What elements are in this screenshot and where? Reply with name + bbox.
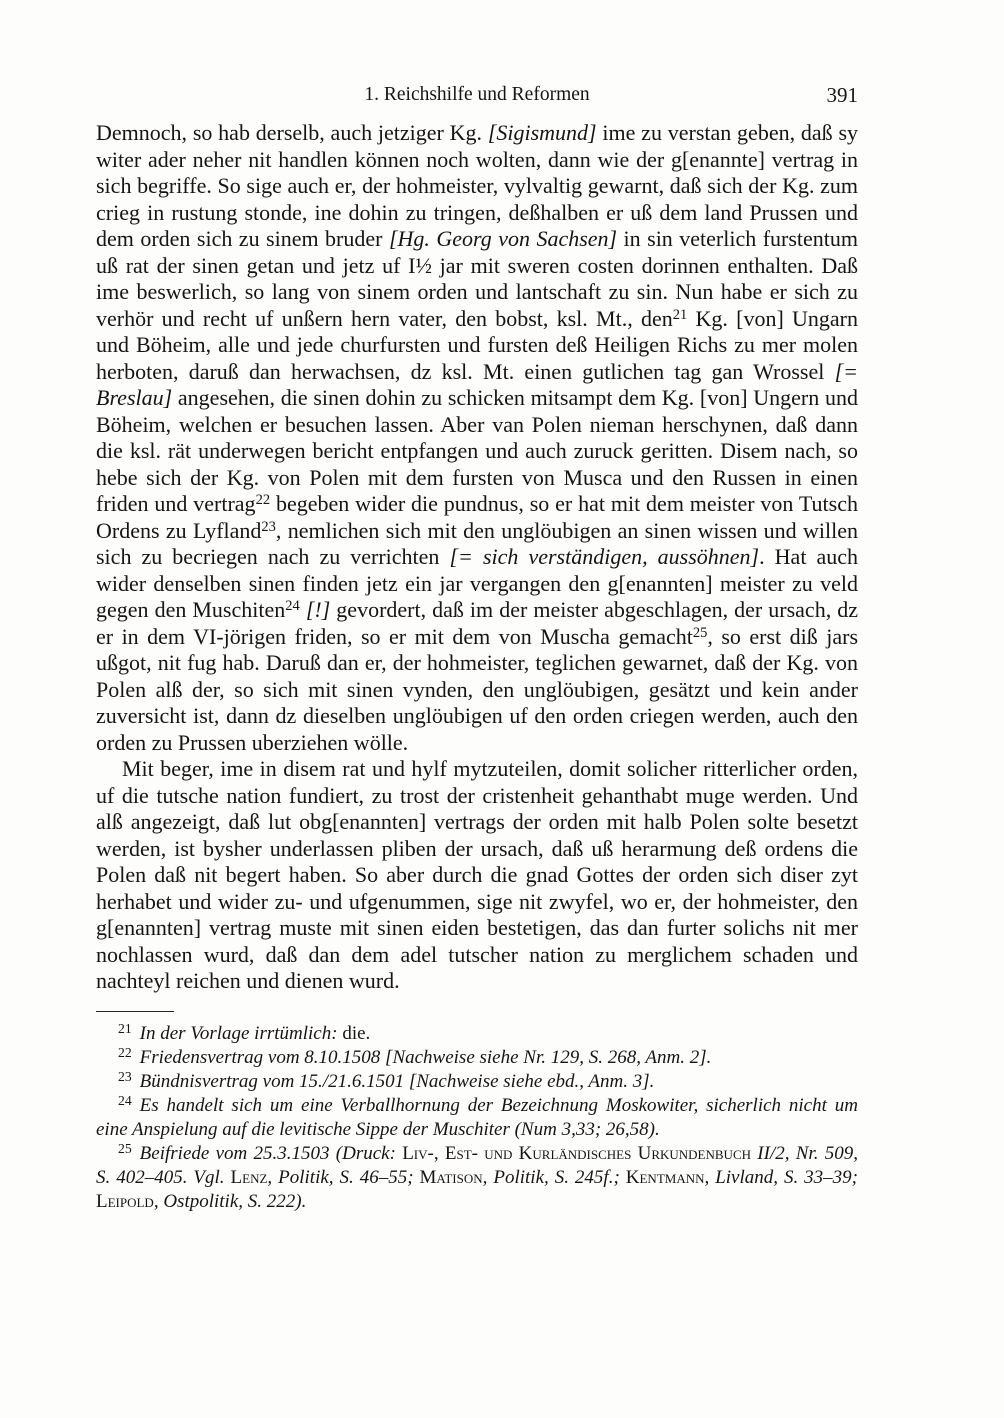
text-run: , Livland, S. 33–39; [704,1166,859,1188]
main-text-block [96,120,858,995]
footnote-ref: 24 [285,598,300,615]
footnote [96,1046,858,1070]
footnote-separator [96,1011,174,1012]
footnote-text [96,1095,858,1140]
text-run: [Hg. Georg von Sachsen] [388,226,618,251]
text-run: Liv-, Est- und Kurländisches Urkundenbuch [402,1142,752,1164]
text-run: Friedensvertrag vom 8.10.1508 [Nachweise siehe Nr. 129, S. 268, Anm. 2]. [139,1046,712,1068]
text-run: Beifriede vom 25.3.1503 (Druck: [139,1142,403,1164]
page-header [96,82,858,108]
footnote-number: 21 [118,1021,132,1037]
footnote [96,1142,858,1214]
text-run: , so erst diß jars ußgot, nit fug hab. Daruß dan er, der hohmeister, teglichen gewarnet, daß der Kg. von Polen alß der, so sich mit sinen vynden, den unglöubigen, gesätzt und kein ander zuversicht ist, dann dz dieselben unglöubigen uf den orden criegen werden, auch den orden zu Prussen uberziehen wölle. [96,623,859,755]
text-run: In der Vorlage irrtümlich: [139,1022,338,1044]
text-run: Matison [419,1166,483,1188]
text-run: II/2, Nr. 509, S. 402–405. Vgl. [96,1142,858,1188]
text-run: die. [337,1022,371,1044]
footnote-text [140,1023,371,1044]
text-run: , nemlichen sich mit den unglöubigen an sinen wissen und willen sich zu becriegen nach zu verrichten [96,517,858,569]
footnote-ref: 21 [672,306,688,323]
body-paragraph [96,756,858,995]
footnote [96,1094,858,1142]
text-run: begeben wider die pundnus, so er hat mit dem meister von Tutsch Ordens zu Lyfland [96,491,858,543]
text-run: Lenz [230,1166,268,1188]
text-run: in sin veterlich furstentum uß rat der sinen getan und jetz uf I½ jar mit sweren costen dorinnen enthalten. Daß ime beswerlich, so lang von sinem orden und lantschaft zu sin. Nun habe er sich zu verhör und recht uf unßern hern vater, den bobst, ksl. Mt., den [96,226,859,331]
footnote-ref: 25 [692,624,708,641]
text-run: [Sigismund] [487,120,597,145]
text-run: , Politik, S. 245f.; [482,1166,626,1188]
text-run: Kg. [von] Ungarn und Böheim, alle und jede churfursten und fursten deß Heiligen Richs zu mer molen herboten, daruß dan herwachsen, dz ksl. Mt. einen gutlichen tag gan Wrossel [96,305,859,384]
footnote-number: 25 [118,1141,132,1157]
footnote-number: 23 [118,1069,132,1085]
text-run: , Ostpolitik, S. 222). [153,1190,307,1212]
text-run: , Politik, S. 46–55; [267,1166,420,1188]
footnote-text [140,1071,655,1092]
footnote-number: 22 [118,1045,132,1061]
running-title: 1. Reichshilfe und Reformen [364,84,590,105]
text-run: gevordert, daß im der meister abgeschlagen, der ursach, dz er in dem VI-jörigen friden, so er mit dem von Muscha gemacht [96,597,859,649]
footnote-text [96,1143,858,1212]
footnotes-block [96,1022,858,1214]
text-run: angesehen, die sinen dohin zu schicken mitsampt dem Kg. [von] Ungern und Böheim, welchen er besuchen lassen. Aber van Polen nieman herschynen, daß dann die ksl. rät underwegen bericht entpfangen und auch zuruck geritten. Disem nach, so hebe sich der Kg. von Polen mit dem fursten von Musca und den Russen in einen friden und vertrag [96,385,858,516]
footnote [96,1070,858,1094]
text-run: [= Breslau] [96,358,858,410]
page-number: 391 [826,83,858,107]
body-paragraph [96,120,858,756]
text-run: [!] [305,597,331,622]
text-run: . Hat auch wider denselben sinen finden jetz ein jar vergangen den g[enannten] meister zu veld gegen den Muschiten [96,544,859,622]
text-run: ime zu verstan geben, daß sy witer ader neher nit handlen können noch wolten, dann wie der g[enannte] vertrag in sich begriffe. So sige auch er, der hohmeister, vylvaltig gewarnt, daß sich der Kg. zum crieg in rustung stonde, ine dohin zu tringen, deßhalben er uß dem land Prussen und dem orden sich zu sinem bruder [96,120,859,251]
text-run: Mit beger, ime in disem rat und hylf mytzuteilen, domit solicher ritterlicher orden, uf die tutsche nation fundiert, zu trost der cristenheit gehanthabt muge werden. Und alß angezeigt, daß lut obg[enannten] vertrags der orden mit halb Polen solte besetzt werden, ist bysher underlassen pliben der ursach, daß uß herarmung deß ordens die Polen daß nit begert haben. So aber durch die gnad Gottes der orden sich diser zyt herhabet und wider zu- und ufgenummen, sige nit zwyfel, wo er, der hohmeister, den g[enannten] vertrag muste mit sinen eiden bestetigen, das dan furter solichs nit mer nochlassen wurd, daß dan dem adel tutscher nation zu merglichem schaden und nachteyl reichen und dienen wurd. [96,756,858,993]
text-run: Kentmann [625,1166,705,1188]
text-run: Bündnisvertrag vom 15./21.6.1501 [Nachweise siehe ebd., Anm. 3]. [139,1070,655,1092]
footnote-ref: 22 [255,492,271,509]
footnote-ref: 23 [261,518,276,535]
footnote [96,1022,858,1046]
text-run: Leipold [96,1190,154,1212]
footnote-text [140,1047,712,1068]
text-run: [= sich verständigen, aussöhnen] [449,544,760,569]
footnote-number: 24 [118,1093,132,1109]
text-run: Es handelt sich um eine Verballhornung der Bezeichnung Moskowiter, sicherlich nicht um eine Anspielung auf die levitische Sippe der Muschiter (Num 3,33; 26,58). [96,1094,858,1140]
text-run: Demnoch, so hab derselb, auch jetziger Kg. [96,120,488,145]
